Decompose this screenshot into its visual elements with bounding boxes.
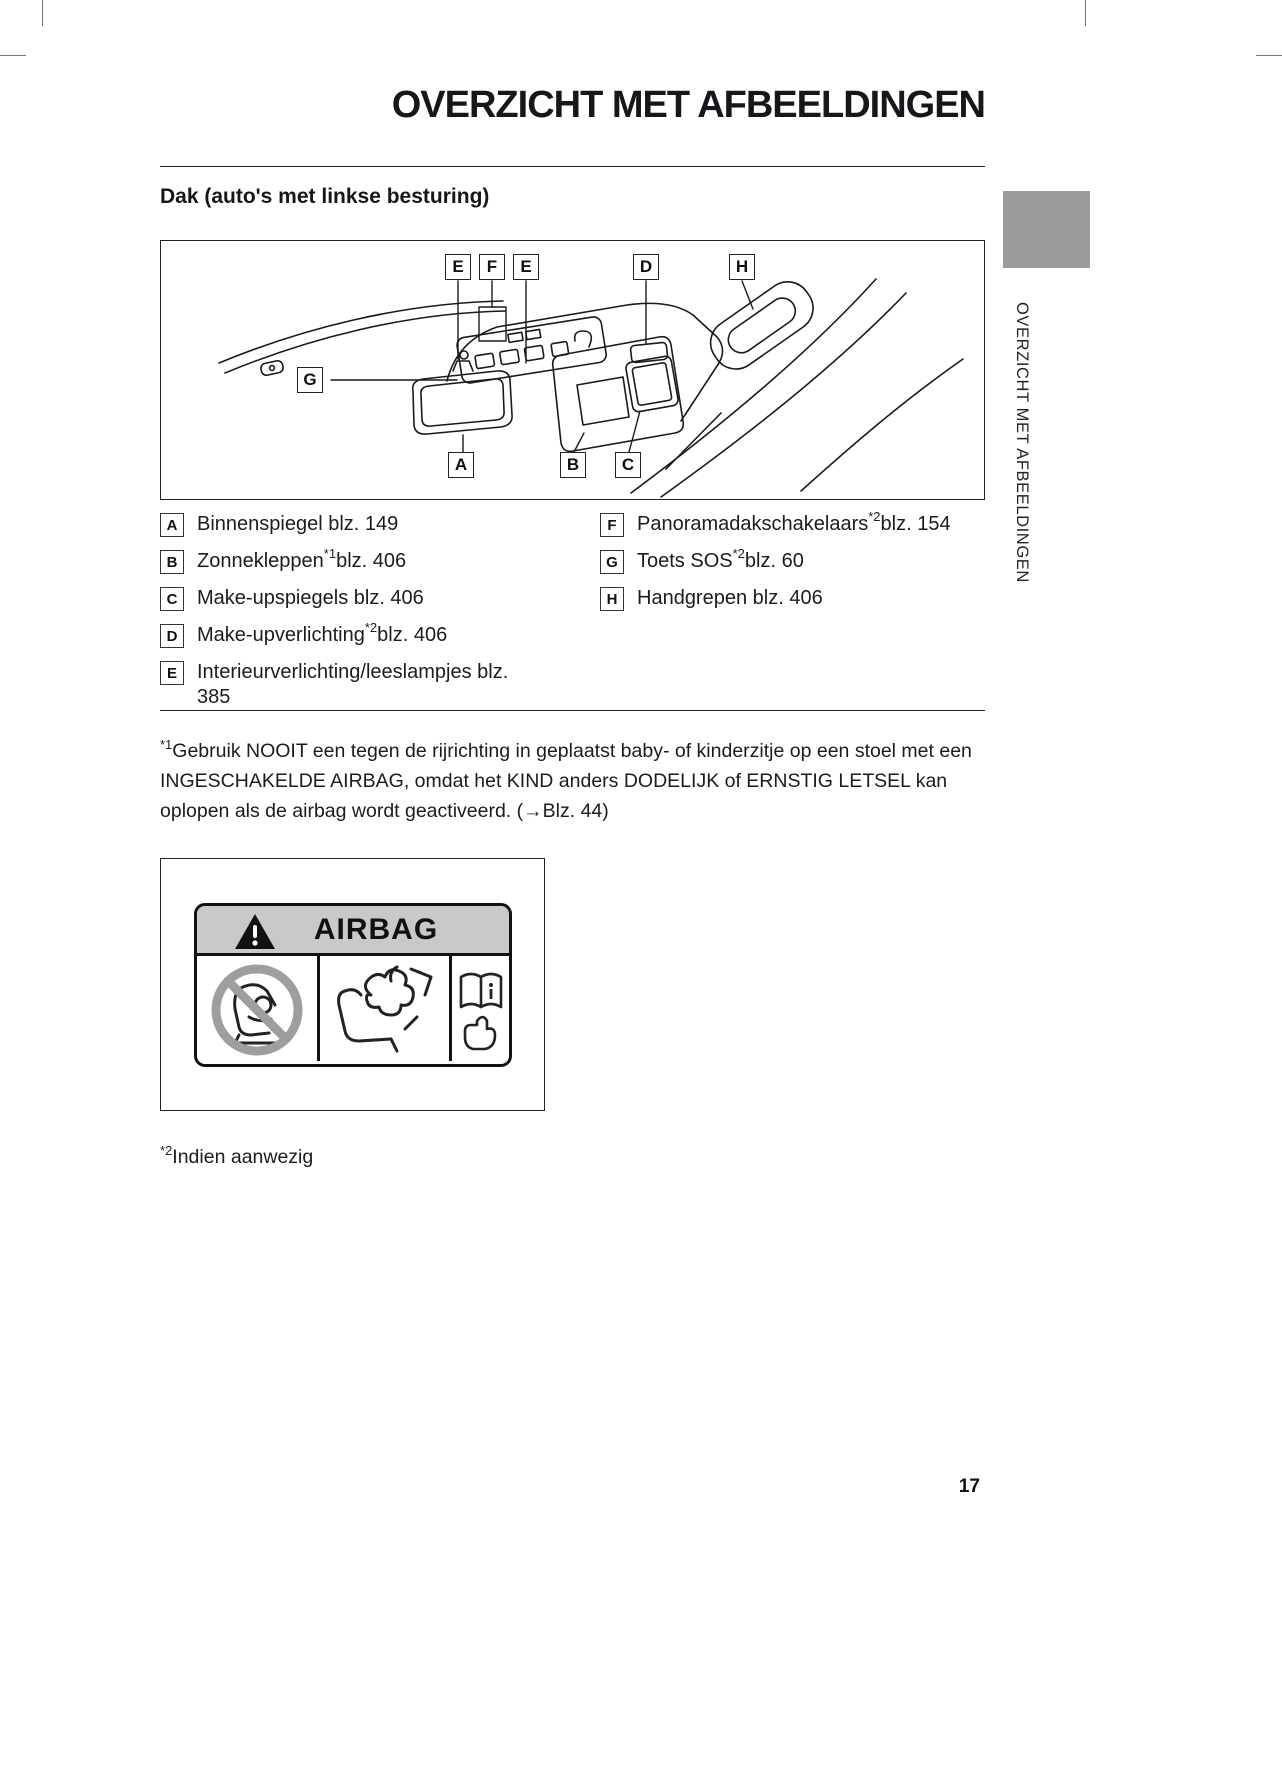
crop-mark bbox=[1256, 55, 1282, 56]
legend-label: Binnenspiegel blz. 149 bbox=[197, 513, 399, 535]
legend-item-H bbox=[600, 586, 995, 611]
page-title: OVERZICHT MET AFBEELDINGEN bbox=[391, 84, 985, 126]
footnote-1: $^{*1}$Gebruik NOOIT een tegen de rijrichting in geplaatst baby- of kinderzitje op een stoel met een INGESCHAKELDE AIRBAG, omdat het KIND anders DODELIJK of ERNSTIG LETSEL kan oplopen als de airbag wordt geactiveerd. (→Blz. 44) bbox=[160, 736, 972, 822]
callout-G: G bbox=[297, 367, 323, 393]
airbag-deployment-icon bbox=[317, 956, 449, 1061]
key-badge: F bbox=[600, 513, 624, 537]
airbag-warning-label bbox=[194, 903, 512, 1067]
callout-A: A bbox=[448, 452, 474, 478]
crop-mark bbox=[1085, 0, 1086, 26]
key-badge: A bbox=[160, 513, 184, 537]
legend-item-B bbox=[160, 546, 590, 574]
airbag-label-body bbox=[197, 956, 509, 1061]
roof-diagram bbox=[160, 240, 985, 500]
legend-label: Panoramadakschakelaars$^{*2}$blz. 154 bbox=[637, 509, 951, 535]
callout-E2: E bbox=[513, 254, 539, 280]
divider bbox=[160, 166, 985, 167]
section-heading: Dak (auto's met linkse besturing) bbox=[160, 185, 490, 208]
legend-item-C bbox=[160, 586, 590, 611]
key-badge: C bbox=[160, 587, 184, 611]
callout-C: C bbox=[615, 452, 641, 478]
legend-label: Handgrepen blz. 406 bbox=[637, 587, 823, 609]
legend-label: Zonnekleppen$^{*1}$blz. 406 bbox=[197, 546, 407, 572]
callout-D: D bbox=[633, 254, 659, 280]
callout-H: H bbox=[729, 254, 755, 280]
legend-left-column bbox=[160, 512, 590, 722]
crop-mark bbox=[0, 55, 26, 56]
legend-item-F bbox=[600, 509, 995, 537]
key-badge: H bbox=[600, 587, 624, 611]
callout-E1: E bbox=[445, 254, 471, 280]
sidebar-chapter-label: OVERZICHT MET AFBEELDINGEN bbox=[1013, 302, 1031, 583]
airbag-label-header bbox=[197, 906, 509, 956]
legend-label: Make-upverlichting$^{*2}$blz. 406 bbox=[197, 620, 448, 646]
legend-label: Make-upspiegels blz. 406 bbox=[197, 587, 424, 609]
airbag-label-title: AIRBAG bbox=[313, 912, 439, 946]
legend-item-D bbox=[160, 620, 590, 648]
callout-B: B bbox=[560, 452, 586, 478]
divider bbox=[160, 710, 985, 711]
legend-item-A bbox=[160, 512, 590, 537]
key-badge: D bbox=[160, 624, 184, 648]
legend-label: Toets SOS$^{*2}$blz. 60 bbox=[637, 546, 804, 572]
key-badge: G bbox=[600, 550, 624, 574]
airbag-warning-figure bbox=[160, 858, 545, 1111]
key-badge: B bbox=[160, 550, 184, 574]
warning-triangle-icon bbox=[233, 912, 277, 952]
legend-item-G bbox=[600, 546, 995, 574]
chapter-tab-marker bbox=[1003, 191, 1090, 268]
no-rear-facing-child-seat-icon bbox=[197, 956, 317, 1061]
legend-right-column bbox=[600, 509, 995, 623]
page-number: 17 bbox=[958, 1476, 980, 1497]
key-badge: E bbox=[160, 661, 184, 685]
read-manual-icon bbox=[449, 956, 509, 1061]
crop-mark bbox=[42, 0, 43, 26]
footnote-2: $^{*2}$Indien aanwezig bbox=[160, 1142, 314, 1168]
legend-label: Interieurverlichting/leeslampjes blz. 385 bbox=[197, 661, 509, 708]
legend-item-E bbox=[160, 660, 590, 710]
callout-F: F bbox=[479, 254, 505, 280]
